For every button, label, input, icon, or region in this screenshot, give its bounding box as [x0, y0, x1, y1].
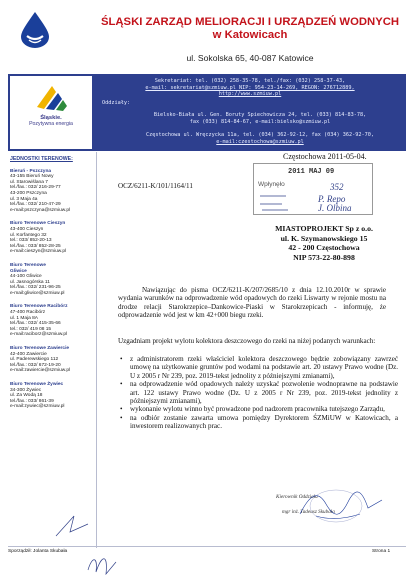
unit-line: ul. 3 Maja 4a	[10, 196, 38, 202]
unit-line: ul. Paderewskiego 112	[10, 357, 59, 363]
unit-zawiercie	[10, 346, 94, 374]
unit-line: tel./fax.: 032/ 231-96-25	[10, 285, 61, 291]
water-drop-logo-icon	[17, 10, 53, 50]
condition-item: • z administratorem rzeki właściciel kolektora deszczowego będzie zobowiązany zawrzeć umowę na użytkowanie gruntów pod wodami na podstawie art. 20 ustawy Prawo wodne (Dz. U z 2005 r Nr 239, poz. 2019-tekst jednolity z późniejszymi zmianami),	[130, 355, 398, 380]
unit-line: tel./fax.: 032/ 672-19-20	[10, 362, 61, 368]
secretariat-line-1: Sekretariat: tel. (032) 258-35-78, tel./fax: (032) 258-37-43,	[154, 78, 346, 84]
slaskie-logo-text	[10, 115, 92, 127]
unit-line: tel./fax.: 033/ 852-28-25	[10, 243, 61, 249]
recipient-line: NIP 573-22-80-898	[293, 252, 355, 262]
secretariat-line-2: e-mail: sekretariat@szmiuw.pl NIP: 954-23-14-269, REGON: 276712889,	[145, 84, 355, 91]
stamp-handwriting-1: P. Repo	[318, 194, 346, 204]
letter-paragraph-2: Uzgadniam projekt wylotu kolektora deszczowego do rzeki na niżej podanych warunkach:	[118, 337, 376, 345]
unit-name: Gliwice	[10, 268, 27, 274]
reference-number: OCZ/6211-K/101/1164/11	[118, 182, 193, 190]
letter-date: Częstochowa 2011-05-04.	[283, 152, 367, 161]
unit-line: 34-300 Żywiec	[10, 387, 42, 393]
unit-line: 43-155 Bieruń Nowy	[10, 174, 54, 180]
recipient-line: 42 - 200 Częstochowa	[288, 243, 360, 253]
stamp-scribble-icon	[258, 190, 318, 212]
unit-line: ul. Za Wodą 18	[10, 393, 43, 399]
unit-line: 44-100 Gliwice	[10, 274, 42, 280]
organization-title-line-1: ŚLĄSKI ZARZĄD MELIORACJI I URZĄDZEŃ WODNYCH	[100, 16, 400, 28]
unit-name: Biuro Terenowe Zawiercie	[10, 346, 70, 352]
footer-divider	[8, 546, 406, 547]
branch-czestochowa-line-1: Częstochowa ul. Wręczycka 11a, tel. (034) 362-92-12, fax (034) 362-92-70,	[146, 132, 374, 138]
unit-line: ul. Jasnogórska 11	[10, 279, 50, 285]
unit-email: e-mail:gliwice@szmiuw.pl	[10, 290, 65, 296]
unit-name: Biuro Terenowe Żywiec	[10, 382, 64, 387]
logo-name: Śląskie.	[40, 115, 62, 121]
unit-gliwice	[10, 263, 94, 297]
unit-name: Biuro Terenowe Cieszyn	[10, 221, 66, 227]
signature-title: Kierownik Oddziału	[276, 494, 318, 500]
unit-line: 43-200 Pszczyna	[10, 190, 47, 196]
page-number: Strona 1	[372, 549, 391, 554]
logo-tagline: Pozytywna energia	[29, 121, 73, 127]
unit-line: tel./fax.: 032/ 415-35-66	[10, 321, 61, 327]
organization-address: ul. Sokolska 65, 40-087 Katowice	[186, 53, 314, 63]
unit-cieszyn	[10, 221, 94, 255]
unit-email: e-mail:pszczyna@szmiuw.pl	[10, 207, 71, 213]
unit-raciborz	[10, 304, 94, 338]
unit-line: tel.: 032/ 419 08 15	[10, 326, 52, 332]
letter-paragraph-1: Nawiązując do pisma OCZ/6211-K/207/2685/10 z dnia 12.10.2010r w sprawie wydania warunków na odprowadzenie wód opadowych do rzeki Liswarty w rejonie mostu na drodze relacji Starokrzepice–Dankowice-Piaski w Starokrzepicach - informuję, że odprowadzenie wód jest w km 42+000 biegu rzeki.	[118, 286, 386, 320]
condition-item: • na odbiór zostanie zawarta umowa pomiędzy Dyrektorem ŚZMiUW w Katowicach, a inwestorem realizowanych prac.	[130, 414, 398, 431]
branch-czestochowa	[115, 132, 405, 145]
handwritten-signature-icon	[296, 484, 386, 526]
unit-bierun-pszczyna	[10, 169, 94, 214]
footer-signature-icon	[82, 548, 122, 582]
condition-item: • wykonanie wylotu winno być prowadzone pod nadzorem pracownika tutejszego Zarządu,	[130, 405, 398, 413]
field-units-heading: JEDNOSTKI TERENOWE:	[10, 156, 73, 162]
condition-item: • na odprowadzenie wód opadowych należy uzyskać pozwolenie wodnoprawne na podstawie art. 122 ustawy Prawo wodne (Dz. U z 2005 r Nr 239, poz. 2019-tekst jednolity z późniejszymi zmianami),	[130, 380, 398, 405]
branch-czestochowa-line-2: e-mail:czestochowa@szmiuw.pl	[216, 138, 304, 145]
stamp-handwriting-2: J. Olbina	[318, 203, 352, 213]
field-units-list	[10, 157, 94, 410]
prepared-by: Sporządził: Jolanta Skubała	[8, 549, 68, 554]
unit-line: 43-400 Cieszyn	[10, 226, 44, 232]
stamp-date: 2011 MAJ 09	[288, 168, 335, 176]
unit-line: tel./fax.: 033/ 861-39	[10, 398, 54, 404]
recipient-line: ul. K. Szymanowskiego 15	[280, 233, 368, 243]
branches-label: Oddziały:	[102, 100, 131, 106]
organization-title-line-2: w Katowicach	[212, 29, 288, 41]
website-link[interactable]: http://www.szmiuw.pl	[218, 91, 282, 98]
unit-line: ul. Starowiślana 7	[10, 179, 48, 185]
unit-name: Biuro Terenowe Racibórz	[10, 304, 68, 310]
secretariat-contact	[100, 78, 400, 98]
branch-bielsko-line-1: Bielsko-Biała ul. Gen. Boruty Spiechowicza 24, tel. (033) 814-83-78,	[153, 112, 367, 118]
slaskie-logo-icon	[32, 82, 70, 112]
branch-bielsko-line-2: fax (033) 814-84-67, e-mail:bielsko@szmiuw.pl	[189, 118, 331, 125]
unit-zywiec	[10, 382, 94, 410]
unit-email: e-mail:cieszyn@szmiuw.pl	[10, 249, 67, 255]
unit-email: e-mail:zawiercie@szmiuw.pl	[10, 368, 71, 374]
branch-bielsko	[115, 112, 405, 125]
initials-scribble-icon	[52, 510, 92, 540]
recipient-address	[260, 224, 388, 262]
stamp-label: Wpłynęło	[258, 181, 285, 188]
unit-line: ul. 1 Maja 8A	[10, 315, 38, 321]
unit-email: e-mail:zywiec@szmiuw.pl	[10, 404, 65, 410]
unit-line: tel./fax.: 032/ 210-47-29	[10, 202, 61, 208]
unit-line: ul. Korfantego 32	[10, 232, 47, 238]
unit-line: tel./fax.: 032/ 216-29-77	[10, 185, 61, 191]
unit-line: 47-400 Racibórz	[10, 310, 46, 316]
unit-email: e-mail:raciborz@szmiuw.pl	[10, 332, 68, 338]
conditions-list	[118, 355, 398, 431]
unit-name: Biuro Terenowe	[10, 262, 46, 268]
unit-line: 42-400 Zawiercie	[10, 351, 47, 357]
unit-name: Bieruń - Pszczyna	[10, 168, 52, 174]
unit-line: tel.: 033/ 852-20-13	[10, 238, 52, 244]
stamp-number: 352	[330, 182, 344, 192]
recipient-line: MIASTOPROJEKT Sp z o.o.	[275, 224, 373, 233]
organization-title	[100, 16, 400, 42]
signature-name: mgr inż. Tadeusz Skubała	[282, 509, 335, 515]
